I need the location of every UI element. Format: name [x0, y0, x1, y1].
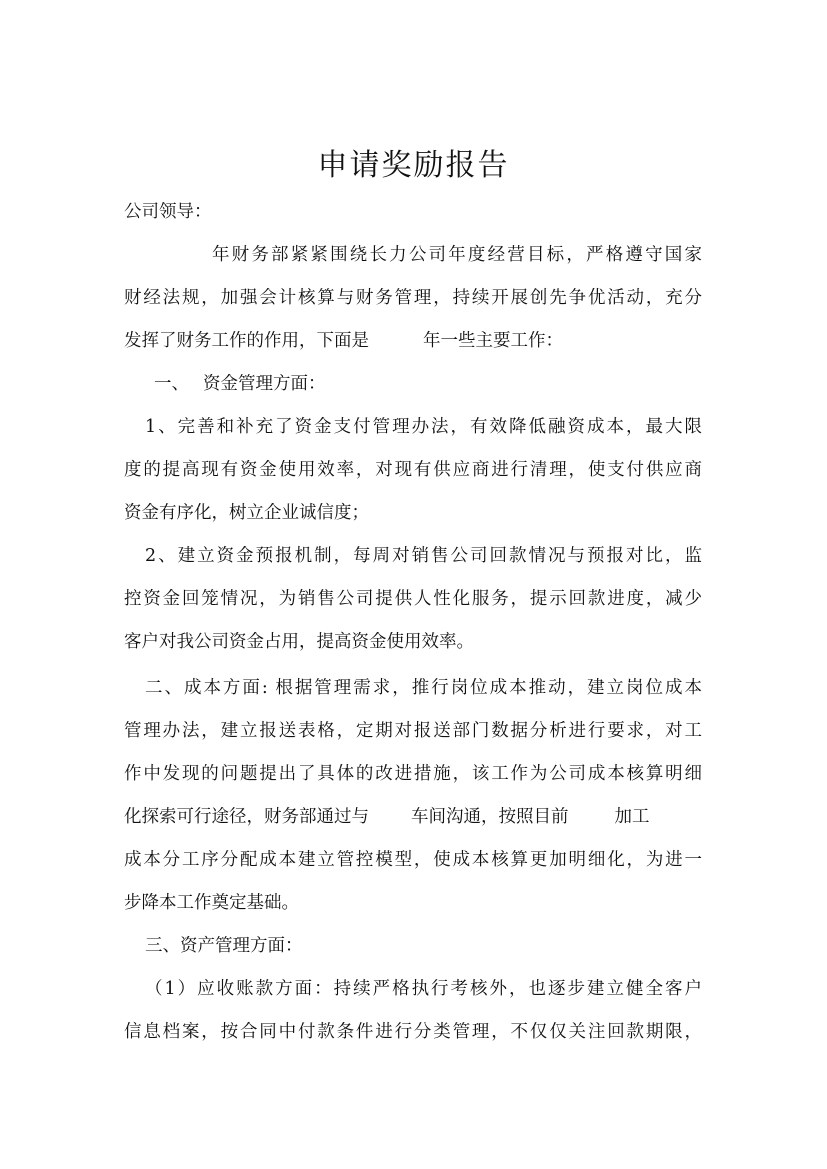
salutation: 公司领导：: [124, 202, 212, 222]
section-2-line-4-part-1: 化探索可行途径，财务部通过与: [124, 807, 369, 827]
section-1-item-2-line-3: 客户对我公司资金占用，提高资金使用效率。: [124, 632, 474, 652]
section-2-line-3: 作中发现的问题提出了具体的改进措施，该工作为公司成本核算明细: [124, 764, 702, 784]
section-2-line-4-part-3: 加工: [614, 807, 650, 827]
section-1-heading: [154, 372, 326, 396]
section-1-number: 一、: [154, 374, 189, 394]
section-1-item-2-line-1: 2、建立资金预报机制，每周对销售公司回款情况与预报对比，监: [145, 546, 702, 566]
section-2-line-6: 步降本工作奠定基础。: [124, 893, 299, 913]
intro-line-2: 财经法规，加强会计核算与财务管理，持续开展创先争优活动，充分: [124, 288, 702, 308]
intro-line-3-part-2: 年一些主要工作：: [423, 331, 563, 351]
section-2-line-2: 管理办法，建立报送表格，定期对报送部门数据分析进行要求，对工: [124, 721, 702, 741]
section-3-item-1-line-1: （1）应收账款方面：持续严格执行考核外，也逐步建立健全客户: [145, 979, 702, 999]
section-2-line-5: 成本分工序分配成本建立管控模型，使成本核算更加明细化，为进一: [124, 850, 702, 870]
section-1-item-1-line-3: 资金有序化，树立企业诚信度；: [124, 503, 369, 523]
intro-line-3: [124, 329, 563, 353]
section-3-heading: 三、资产管理方面：: [145, 936, 303, 956]
section-1-item-2-line-2: 控资金回笼情况，为销售公司提供人性化服务，提示回款进度，减少: [124, 589, 702, 609]
section-2-line-4-part-2: 车间沟通，按照目前: [411, 807, 569, 827]
section-1-item-1-line-1: 1、完善和补充了资金支付管理办法，有效降低融资成本，最大限: [145, 417, 702, 437]
section-2-line-4: [124, 805, 650, 829]
section-2-line-1: 二、成本方面: 根据管理需求，推行岗位成本推动，建立岗位成本: [145, 678, 702, 698]
section-1-item-1-line-2: 度的提高现有资金使用效率，对现有供应商进行清理，使支付供应商: [124, 460, 702, 480]
intro-line-3-part-1: 发挥了财务工作的作用，下面是: [124, 331, 369, 351]
section-3-item-1-line-2: 信息档案，按合同中付款条件进行分类管理，不仅仅关注回款期限，: [124, 1022, 702, 1042]
intro-line-1: 年财务部紧紧围绕长力公司年度经营目标，严格遵守国家: [212, 245, 702, 265]
document-title: 申请奖励报告: [317, 148, 510, 183]
section-1-title: 资金管理方面：: [203, 374, 326, 394]
